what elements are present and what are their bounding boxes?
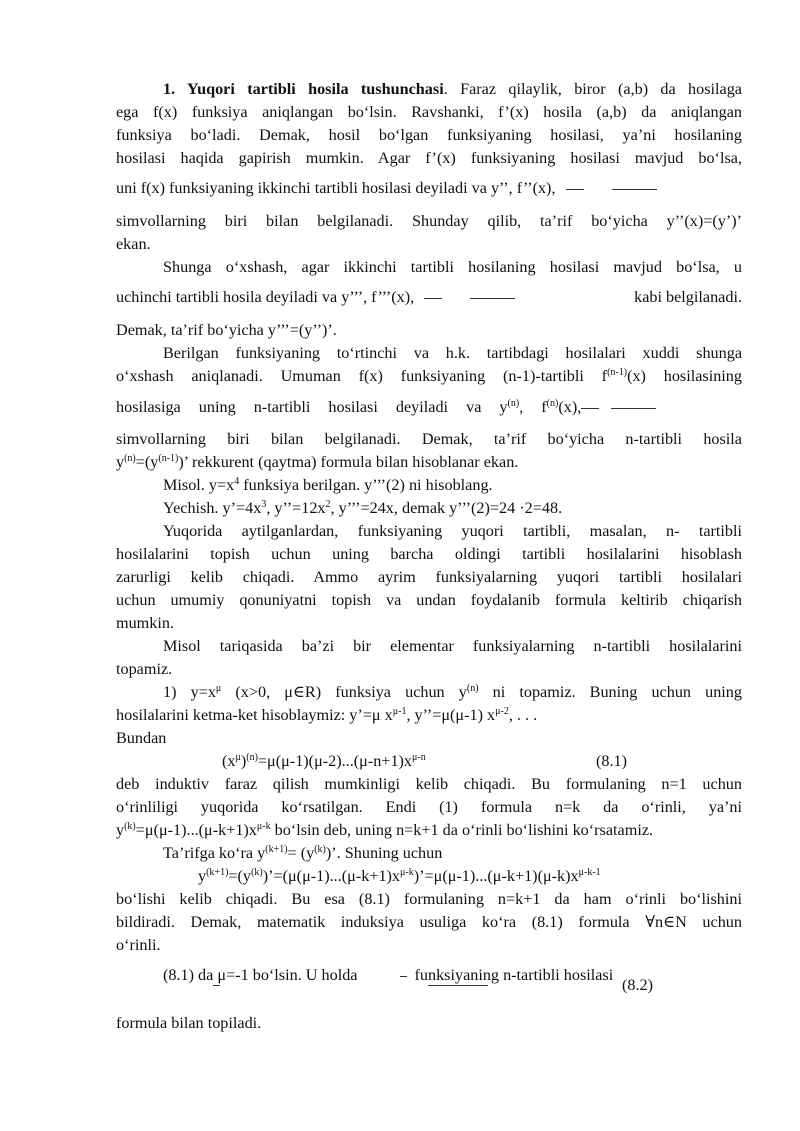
section-title: 1. Yuqori tartibli hosila tushunchasi (163, 80, 444, 98)
formula-placeholder (581, 408, 599, 409)
text-line: uchun umumiy qonuniyatni topish va undan foydalanib formula keltirib chiqarish (116, 591, 742, 609)
text-line: $y^{(n)}=(y^{(n-1)})$’ rekkurent (qaytma) formula bilan hisoblanar ekan. (116, 453, 519, 471)
text-line: ekan. (116, 235, 151, 253)
text-line: Ta’rifga ko‘ra $y^{(k+1)}= (y^{(k)})$’. Shuning uchun (163, 844, 443, 862)
text-line: 1) $y=x^\mu$ (x>0, μ∈R) funksiya uchun $y^{(n)}$ ni topamiz. Buning uchun uning (163, 683, 742, 701)
text-line: uchinchi tartibli hosila deyiladi va y’’’, f’’’(x), kabi belgilanadi. (116, 288, 742, 306)
formula-placeholder (566, 189, 584, 190)
formula-placeholder (611, 408, 656, 409)
formula-placeholder (400, 976, 407, 977)
text-line: uni f(x) funksiyaning ikkinchi tartibli hosilasi deyiladi va y’’, f’’(x), (116, 177, 742, 199)
text-line: Misol. $y=x^4$ funksiya berilgan. y’’’(2) ni hisoblang. (163, 476, 493, 494)
text-line: topamiz. (116, 660, 173, 678)
text-line: hosilalarini ketma-ket hisoblaymiz: y’=μ $x^{\mu-1}$, y’’=μ(μ-1) $x^{\mu-2}$, . . . (116, 706, 538, 724)
equation-number: (8.2) (622, 976, 654, 994)
text-line: formula bilan topiladi. (116, 1014, 262, 1032)
formula-placeholder (213, 985, 220, 986)
text-line: $y^{(k)}=\mu(\mu-1)...(\mu-k+1)x^{\mu-k}$ bo‘lsin deb, uning n=k+1 da o‘rinli bo‘lishini ko‘rsatamiz. (116, 821, 654, 839)
formula-placeholder (612, 189, 657, 190)
text-line: o‘xshash aniqlanadi. Umuman f(x) funksiyaning (n-1)-tartibli $f^{(n-1)}(x)$ hosilasining (116, 367, 742, 385)
text-line: Bundan (116, 729, 167, 747)
text-line: hosilalarini topish uchun uning barcha oldingi tartibli hosilalarini hisoblash (116, 545, 742, 563)
formula-placeholder (470, 298, 515, 299)
text-line: 1. Yuqori tartibli hosila tushunchasi. Faraz qilaylik, biror (a,b) da hosilaga (163, 80, 742, 98)
text-line: bildiradi. Demak, matematik induksiya usuliga ko‘ra (8.1) formula ∀n∈N uchun (116, 913, 742, 931)
text-line: funksiya bo‘ladi. Demak, hosil bo‘lgan funksiyaning hosilasi, ya’ni hosilaning (116, 126, 742, 144)
formula-placeholder (424, 298, 442, 299)
text-line: simvollarning biri bilan belgilanadi. Demak, ta’rif bo‘yicha n-tartibli hosila (116, 430, 742, 448)
equation-number: (8.1) (596, 752, 628, 770)
text-line: mumkin. (116, 614, 175, 632)
text-line: deb induktiv faraz qilish mumkinligi kelib chiqadi. Bu formulaning n=1 uchun (116, 775, 742, 793)
text-line: hosilasi haqida gapirish mumkin. Agar f’(x) funksiyaning hosilasi mavjud bo‘lsa, (116, 149, 742, 167)
text-line: o‘rinli. (116, 936, 161, 954)
text-line: Misol tariqasida ba’zi bir elementar funksiyalarning n-tartibli hosilalarini (163, 637, 742, 655)
text-line: bo‘lishi kelib chiqadi. Bu esa (8.1) formulaning n=k+1 da ham o‘rinli bo‘lishini (116, 890, 742, 908)
text-line: Demak, ta’rif bo‘yicha y’’’=(y’’)’. (116, 321, 337, 339)
text-line: Yuqorida aytilganlardan, funksiyaning yuqori tartibli, masalan, n- tartibli (163, 522, 742, 540)
text-line: Shunga o‘xshash, agar ikkinchi tartibli hosilaning hosilasi mavjud bo‘lsa, u (163, 258, 742, 276)
text-line: (8.1) da μ=-1 bo‘lsin. U holda funksiyaning n-tartibli hosilasi (163, 966, 614, 984)
text-line: hosilasiga uning n-tartibli hosilasi deyiladi va $y^{(n)}$, $f^{(n)}(x)$, (116, 396, 742, 418)
text-line: Yechish. $y’=4x^3$, $y’’=12x^2$, y’’’=24x, demak y’’’(2)=24 ·2=48. (163, 499, 563, 517)
text-line: zarurligi kelib chiqadi. Ammo ayrim funksiyalarning yuqori tartibli hosilalari (116, 568, 742, 586)
text-line: o‘rinliligi yuqorida ko‘rsatilgan. Endi (1) formula n=k da o‘rinli, ya’ni (116, 798, 742, 816)
formula-placeholder (428, 985, 488, 986)
formula-8-1: $(x^\mu)^{(n)}=\mu(\mu-1)(\mu-2)...(\mu-n+1)x^{\mu-n}$ (222, 752, 426, 770)
formula-derivation: $y^{(k+1)}=(y^{(k)})’=(\mu(\mu-1)...(\mu-k+1)x^{\mu-k})’=\mu(\mu-1)...(\mu-k+1)(\mu-k)x^{\mu-k-1}$ (198, 867, 601, 885)
text-line: simvollarning biri bilan belgilanadi. Shunday qilib, ta’rif bo‘yicha y’’(x)=(y’)’ (116, 212, 742, 230)
text-line: Berilgan funksiyaning to‘rtinchi va h.k. tartibdagi hosilalari xuddi shunga (163, 344, 742, 362)
text-line: ega f(x) funksiya aniqlangan bo‘lsin. Ravshanki, f’(x) hosila (a,b) da aniqlangan (116, 103, 742, 121)
